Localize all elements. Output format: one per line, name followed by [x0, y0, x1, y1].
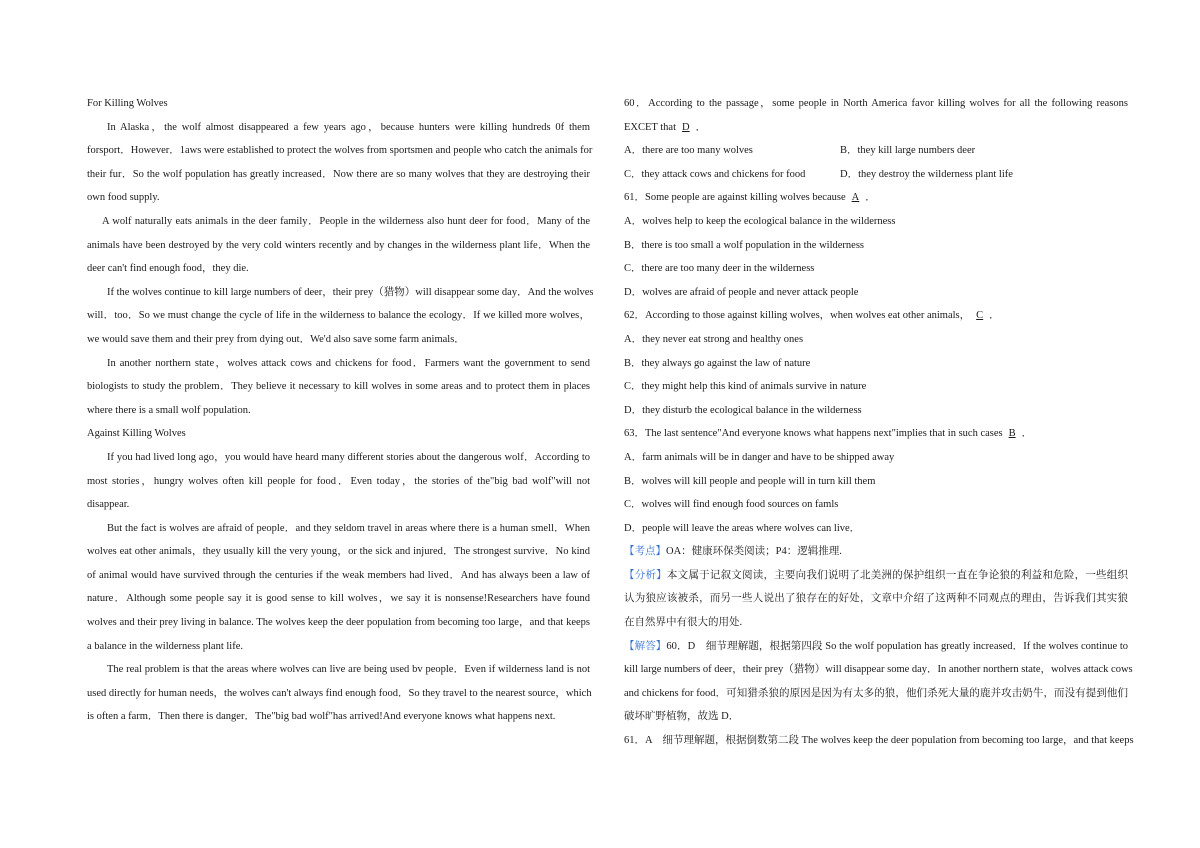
paragraph-1 — [87, 116, 593, 210]
fenxi-text: 本文属于记叙文阅读，主要向我们说明了北美洲的保护组织一直在争论狼的利益和危险，一些组织 — [666, 569, 1129, 581]
text-line: deer can't find enough food，they die. — [87, 263, 249, 275]
option-d: D．people will leave the areas where wolves can live． — [624, 522, 861, 534]
question-stem — [624, 304, 1128, 328]
question-stem — [624, 116, 1128, 140]
text-line: is often a farm．Then there is danger．The"big bad wolf"has arrived!And everyone knows what happens next. — [87, 711, 556, 723]
text-line: a balance in the wilderness plant life. — [87, 640, 243, 652]
paragraph-5 — [87, 446, 590, 517]
questions-column — [624, 92, 1134, 753]
fenxi-line: 在自然界中有很大的用处. — [624, 617, 743, 629]
option-c: C．they might help this kind of animals survive in nature — [624, 381, 867, 393]
text-line: used directly for human needs，the wolves can't always find enough food．So they travel to the nearest source，which — [87, 687, 592, 699]
passage-column — [87, 92, 594, 729]
text-line: But the fact is wolves are afraid of people．and they seldom travel in areas where there is a human smell．When — [107, 522, 590, 534]
question-stem: 60．According to the passage，some people in North America favor killing wolves for all the following reasons — [624, 98, 1128, 109]
option-c: C．wolves will find enough food sources on famls — [624, 499, 839, 511]
text-line: If the wolves continue to kill large numbers of deer，their prey（猎物）will disappear some day．And the wolves — [107, 286, 594, 298]
text-line: most stories，hungry wolves often kill people for food．Even today，the stories of the"big bad wolf"will not — [87, 475, 590, 487]
stem-text: EXCET that — [624, 121, 677, 133]
text-line: In another northern state，wolves attack cows and chickens for food．Farmers want the government to send — [107, 357, 590, 369]
question-62 — [624, 304, 1128, 422]
text-line: their fur．So the wolf population has greatly increased．Now there are so many wolves that they are destroying their — [87, 168, 590, 180]
paragraph-3 — [87, 281, 594, 352]
text-line: animals have been destroyed by the very cold winters recently and by changes in the wilderness plant life．When the — [87, 239, 590, 251]
question-61 — [624, 186, 1128, 304]
option-b: B．there is too small a wolf population in the wilderness — [624, 239, 865, 251]
text-line: A wolf naturally eats animals in the deer family．People in the wilderness also hunt deer for food．Many of the — [102, 215, 590, 227]
text-line: If you had lived long ago，you would have heard many different stories about the dangerous wolf．According to — [107, 451, 590, 463]
kaodian-section — [624, 540, 1128, 564]
question-63 — [624, 422, 1128, 540]
text-line: will．too．So we must change the cycle of life in the wilderness to balance the ecology．If we killed more wolves， — [87, 310, 590, 322]
jieda-section — [624, 635, 1134, 753]
jieda-line: 61．A 细节理解题，根据倒数第二段 The wolves keep the deer population from becoming too large，and that keeps — [624, 735, 1134, 747]
paragraph-4 — [87, 352, 590, 423]
option-row — [624, 139, 1128, 163]
stem-text: ． — [865, 192, 876, 204]
fenxi-section — [624, 564, 1128, 635]
stem-text: ． — [695, 121, 707, 133]
option-d: D．they disturb the ecological balance in the wilderness — [624, 404, 862, 416]
text-line: The real problem is that the areas where wolves can live are being used bv people．Even if wilderness land is not — [107, 664, 590, 676]
text-line: In Alaska，the wolf almost disappeared a few years ago，because hunters were killing hundreds 0f them — [107, 121, 590, 133]
option-b: B．they always go against the law of nature — [624, 357, 811, 369]
fenxi-tag: 【分析】 — [624, 569, 667, 581]
text-line: wolves and their prey living in balance. The wolves keep the deer population from becoming too large，and that keeps — [87, 617, 590, 629]
text-line: disappear. — [87, 499, 130, 511]
text-line: where there is a small wolf population. — [87, 404, 251, 416]
option-c: C．there are too many deer in the wilderness — [624, 263, 815, 275]
text-line: biologists to study the problem．They believe it necessary to kill wolves in some areas and to protect them in places — [87, 381, 590, 393]
option-a: A．they never eat strong and healthy ones — [624, 333, 804, 345]
jieda-line: and chickens for food．可知猎杀狼的原因是因为有太多的狼，他们杀死大量的鹿并攻击奶牛，而没有提到他们 — [624, 687, 1128, 699]
option-d: D．wolves are afraid of people and never attack people — [624, 286, 859, 298]
text-line: nature．Although some people say it is good sense to kill wolves，we say it is nonsense!Researchers have found — [87, 593, 590, 605]
kaodian-tag: 【考点】 — [624, 546, 666, 558]
option-row — [624, 163, 1128, 187]
jieda-line: 破坏旷野植物，故选 D． — [624, 711, 740, 723]
kaodian-line — [624, 540, 1128, 564]
option-b: B．wolves will kill people and people will in turn kill them — [624, 475, 876, 487]
option-a: A．farm animals will be in danger and have to be shipped away — [624, 451, 895, 463]
paragraph-6 — [87, 517, 590, 659]
question-stem — [624, 186, 1128, 210]
jieda-line — [624, 635, 1128, 659]
kaodian-text: OA：健康环保类阅读；P4：逻辑推理. — [666, 546, 842, 558]
text-line: forsport．However．1aws were established to protect the wolves from sportsmen and people who catch the animals for — [87, 145, 593, 157]
stem-text: ． — [989, 310, 1000, 322]
paragraph-2 — [87, 210, 590, 281]
option-c: C．they attack cows and chickens for food — [624, 168, 806, 180]
stem-text: ． — [1021, 428, 1033, 440]
question-stem — [624, 422, 1128, 446]
text-line: of animal would have survived through the centuries if the weak members had lived．And has always been a law of — [87, 569, 590, 581]
answer-blank: A — [851, 192, 860, 204]
section-heading-against: Against Killing Wolves — [87, 428, 186, 440]
text-line: we would save them and their prey from dying out．We'd also save some farm animals． — [87, 333, 465, 345]
jieda-line: kill large numbers of deer，their prey（猎物）will disappear some day．In another northern state，wolves attack cows — [624, 664, 1133, 676]
answer-blank: C — [976, 310, 984, 322]
option-d: D．they destroy the wilderness plant life — [840, 168, 1013, 180]
text-line: wolves eat other animals，they usually kill the very young，or the sick and injured．The strongest survive．No kind — [87, 546, 590, 558]
question-60 — [624, 92, 1128, 186]
paragraph-7 — [87, 658, 590, 729]
option-a: A．there are too many wolves — [624, 145, 753, 157]
option-a: A．wolves help to keep the ecological balance in the wilderness — [624, 215, 896, 227]
stem-text: 61．Some people are against killing wolves because — [624, 192, 846, 204]
answer-blank: D — [682, 121, 690, 133]
fenxi-line: 认为狼应该被杀，而另一些人说出了狼存在的好处，文章中介绍了这两种不同观点的理由，告诉我们其实狼 — [624, 593, 1128, 605]
jieda-tag: 【解答】 — [624, 640, 667, 652]
fenxi-line — [624, 564, 1128, 588]
text-line: own food supply. — [87, 192, 160, 204]
stem-text: 62．According to those against killing wolves，when wolves eat other animals， — [624, 310, 971, 322]
answer-blank: B — [1008, 428, 1016, 440]
option-b: B．they kill large numbers deer — [840, 145, 976, 157]
section-heading-for: For Killing Wolves — [87, 98, 168, 109]
stem-text: 63．The last sentence"And everyone knows what happens next"implies that in such cases — [624, 428, 1003, 440]
jieda-text: 60．D 细节理解题，根据第四段 So the wolf population has greatly increased．If the wolves continue to — [666, 640, 1129, 652]
